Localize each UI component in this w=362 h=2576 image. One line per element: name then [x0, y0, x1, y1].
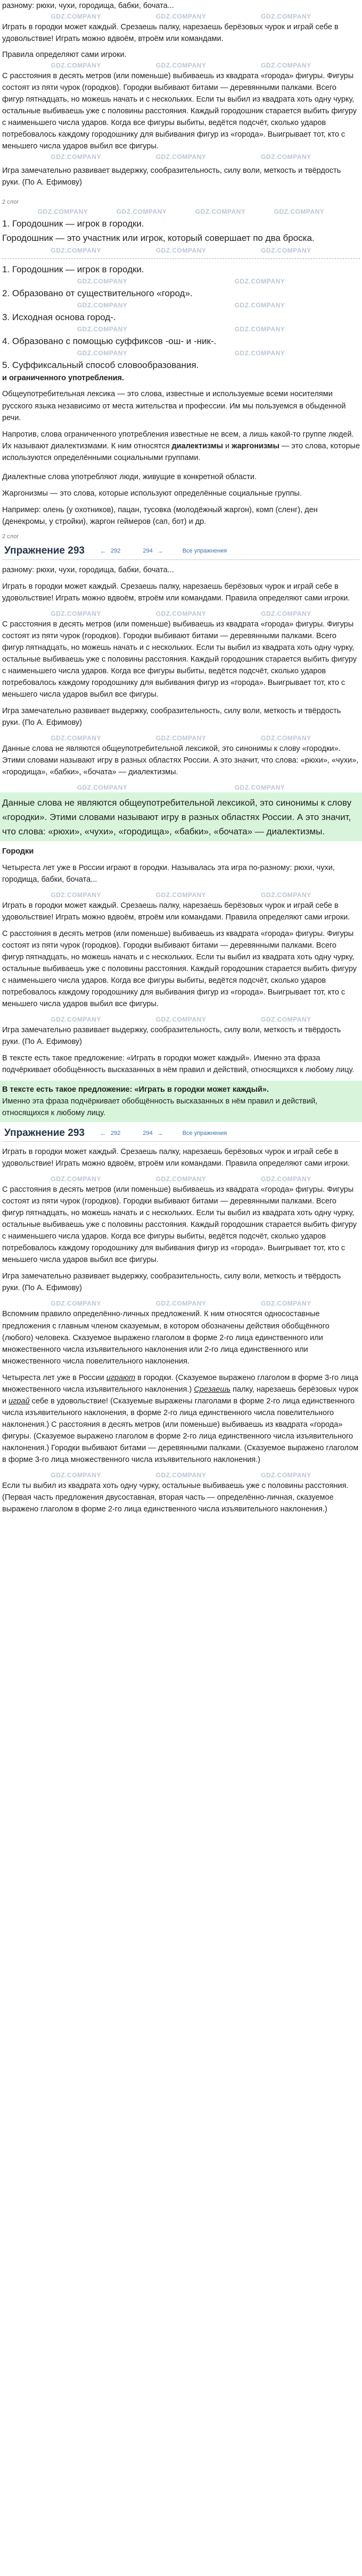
watermark-row	[2, 324, 360, 334]
paragraph: Игра замечательно развивает выдержку, сообразительность, силу воли, меткость и твёрдость руки. (По А. Ефимову)	[2, 166, 341, 187]
watermark: GDZ.COMPANY	[155, 153, 207, 161]
watermark: GDZ.COMPANY	[51, 246, 101, 254]
paragraph: Игра замечательно развивает выдержку, сообразительность, силу воли, меткость и твёрдость руки. (По А. Ефимову)	[2, 1272, 341, 1293]
prev-exercise-link[interactable]: 292	[111, 1130, 121, 1136]
paragraph: Жаргонизмы — это слова, которые используют определённые социальные группы.	[2, 489, 302, 498]
watermark: GDZ.COMPANY	[261, 13, 311, 21]
watermark: GDZ.COMPANY	[155, 1175, 207, 1183]
paragraph: С расстояния в десять метров (или поменьше) выбиваешь из квадрата «города» фигуры. Фигуры состоят из пяти чурок (городков). Городки выбивают битами — деревянными палками. Всего фигур пятнадцать, но можешь начать и с нескольких. Если ты выбил из квадрата хоть одну чурку, остальные выбиваешь уже с половины расстояния. Каждый городошник старается выбить фигуру с наименьшего числа ударов. Когда все фигуры выбиты, ведётся подсчёт, сколько ударов потребовалось каждому городошнику для выбивания фигур из «города». Выигрывает тот, кто с меньшего числа ударов выбил все фигуры.	[2, 1185, 357, 1265]
paragraph	[2, 429, 360, 464]
prev-arrow-icon[interactable]: ←	[100, 1130, 106, 1137]
watermark: GDZ.COMPANY	[274, 208, 325, 216]
answer-line: и ограниченного употребления.	[2, 374, 125, 383]
paragraph	[2, 1372, 360, 1466]
watermark-row	[2, 1299, 360, 1308]
paragraph: Общеупотребительная лексика — это слова, известные и используемые всеми носителями русского языка независимо от места жительства и профессии. Им мы пользуемся в обыденной речи.	[2, 390, 346, 422]
watermark-row	[2, 246, 360, 255]
predicate: играют	[106, 1373, 136, 1382]
watermark-row	[2, 1470, 360, 1480]
answer-line: 5. Суффиксальный способ словообразования.	[2, 360, 199, 371]
paragraph: Играть в городки может каждый. Срезаешь палку, нарезаешь берёзовых чурок и играй себе в удовольствие! Играть можно вдвоём, втроём или командами. Правила определяют сами игроки.	[2, 582, 350, 603]
watermark: GDZ.COMPANY	[155, 62, 207, 70]
watermark: GDZ.COMPANY	[51, 1471, 101, 1479]
text: в городки. (Сказуемое выражено глаголом в форме 3-го лица множественного числа изъявительного наклонения.)	[2, 1373, 359, 1394]
highlight-text: Данные слова не являются общеупотребительной лексикой, это синонимы к слову «городки». Этими словами называют игру в разных областях России. А это значит, что слова: «рюхи», «чухи», «городища», «бабки», «бочата» — диалектизмы.	[2, 797, 352, 837]
watermark: GDZ.COMPANY	[261, 153, 311, 161]
watermark: GDZ.COMPANY	[155, 13, 207, 21]
all-exercises-link[interactable]: Все упражнения	[182, 1130, 227, 1136]
answer-line: 2. Образовано от существительного «город».	[2, 288, 193, 298]
all-exercises-link[interactable]: Все упражнения	[182, 548, 227, 555]
exercise-block-1b	[0, 846, 362, 1076]
paragraph: Если ты выбил из квадрата хоть одну чурку, остальные выбиваешь уже с половины расстояния. (Первая часть предложения двусоставная, вторая часть — определённо-личная, сказуемое выражено глаголом в форме 2-го лица единственного числа изъявительного наклонения.)	[2, 1481, 349, 1513]
watermark: GDZ.COMPANY	[77, 325, 128, 333]
watermark-row	[2, 609, 360, 618]
watermark: GDZ.COMPANY	[234, 301, 285, 309]
watermark: GDZ.COMPANY	[116, 208, 167, 216]
paragraph: С расстояния в десять метров (или поменьше) выбиваешь из квадрата «города» фигуры. Фигуры состоят из пяти чурок (городков). Городки выбивают битами — деревянными палками. Всего фигур пятнадцать, но можешь начать и с нескольких. Если ты выбил из квадрата хоть одну чурку, остальные выбиваешь уже с половины расстояния. Каждый городошник старается выбить фигуру с наименьшего числа ударов. Когда все фигуры выбиты, ведётся подсчёт, сколько ударов потребовалось каждому городошнику для выбивания фигур из «города». Выигрывает тот, кто с меньшего числа ударов выбил все фигуры.	[2, 929, 357, 1008]
paragraph: разному: рюхи, чухи, городища, бабки, бочата...	[2, 2, 174, 10]
watermark: GDZ.COMPANY	[261, 891, 311, 899]
answer-line: 1. Городошник — игрок в городки.	[2, 219, 144, 229]
exercise-block-1	[0, 532, 362, 792]
watermark: GDZ.COMPANY	[51, 1175, 101, 1183]
watermark: GDZ.COMPANY	[77, 301, 128, 309]
subheading: Городки	[2, 847, 34, 856]
watermark-row	[2, 890, 360, 900]
paragraph: С расстояния в десять метров (или поменьше) выбиваешь из квадрата «города» фигуры. Фигуры состоят из пяти чурок (городков). Городки выбивают битами — деревянными палками. Всего фигур пятнадцать, но можешь начать и с нескольких. Если ты выбил из квадрата хоть одну чурку, остальные выбиваешь уже с половины расстояния. Каждый городошник старается выбить фигуру с наименьшего числа ударов. Когда все фигуры выбиты, ведётся подсчёт, сколько ударов потребовалось каждому городошнику для выбивания фигур из «города». Выигрывает тот, кто с меньшего числа ударов выбил все фигуры.	[2, 620, 357, 699]
watermark-row	[2, 1015, 360, 1024]
paragraph: Играть в городки может каждый. Срезаешь палку, нарезаешь берёзовых чурок и играй себе в удовольствие! Играть можно вдвоём, втроём или командами.	[2, 23, 339, 44]
next-arrow-icon[interactable]: →	[157, 1130, 163, 1137]
watermark: GDZ.COMPANY	[155, 609, 207, 617]
watermark: GDZ.COMPANY	[261, 1175, 311, 1183]
next-arrow-icon[interactable]: →	[157, 547, 163, 555]
answer-line: Городошник — это участник или игрок, который совершает по два броска.	[2, 233, 315, 244]
paragraph: Игра замечательно развивает выдержку, сообразительность, силу воли, меткость и твёрдость руки. (По А. Ефимову)	[2, 706, 341, 727]
watermark-row	[2, 348, 360, 358]
exercise-title: Упражнение 293	[4, 545, 85, 557]
watermark: GDZ.COMPANY	[155, 246, 207, 254]
watermark: GDZ.COMPANY	[234, 325, 285, 333]
exercise-header	[2, 543, 360, 560]
watermark: GDZ.COMPANY	[234, 783, 285, 791]
watermark: GDZ.COMPANY	[234, 277, 285, 285]
paragraph: С расстояния в десять метров (или поменьше) выбиваешь из квадрата «города» фигуры. Фигуры состоят из пяти чурок (городков). Городки выбивают битами — деревянными палками. Всего фигур пятнадцать, но можешь начать и с нескольких. Если ты выбил из квадрата хоть одну чурку, остальные выбиваешь уже с половины расстояния. Каждый городошник старается выбить фигуру с наименьшего числа ударов. Когда все фигуры выбиты, ведётся подсчёт, сколько ударов потребовалось каждому городошнику для выбивания фигур из «города». Выигрывает тот, кто с меньшего числа ударов выбил все фигуры.	[2, 72, 357, 151]
exercise-block-2	[0, 1125, 362, 1515]
paragraph: Играть в городки может каждый. Срезаешь палку, нарезаешь берёзовых чурок и играй себе в удовольствие! Играть можно вдвоём, втроём или командами. Правила определяют сами игроки.	[2, 901, 350, 922]
watermark-row	[2, 277, 360, 286]
watermark-row	[2, 783, 360, 792]
predicate: играй	[9, 1396, 30, 1406]
section-1	[0, 0, 362, 188]
watermark: GDZ.COMPANY	[261, 1300, 311, 1308]
next-exercise-link[interactable]: 294	[143, 548, 153, 555]
watermark: GDZ.COMPANY	[51, 891, 101, 899]
paragraph: Четыреста лет уже в России играют в городки. Называлась эта игра по-разному: рюхи, чухи, городища, бабки, бочата...	[2, 863, 335, 884]
text: палку, нарезаешь берёзовых чурок и	[2, 1385, 359, 1406]
section-2	[0, 198, 362, 384]
watermark: GDZ.COMPANY	[155, 1471, 207, 1479]
text: Напротив, слова ограниченного употребления известные не всем, а лишь какой-то группе людей. Их называют диалектизмами. К ним относятся	[2, 430, 354, 450]
watermark: GDZ.COMPANY	[51, 1300, 101, 1308]
text: и	[223, 441, 232, 450]
watermark: GDZ.COMPANY	[195, 208, 246, 216]
watermark: GDZ.COMPANY	[234, 349, 285, 357]
watermark: GDZ.COMPANY	[155, 1300, 207, 1308]
text: Четыреста лет уже в России	[2, 1373, 106, 1382]
watermark: GDZ.COMPANY	[261, 1015, 311, 1023]
watermark: GDZ.COMPANY	[51, 153, 101, 161]
paragraph: Игра замечательно развивает выдержку, сообразительность, силу воли, меткость и твёрдость руки. (По А. Ефимову)	[2, 1025, 341, 1046]
predicate: Срезаешь	[194, 1385, 231, 1394]
watermark-row	[2, 152, 360, 162]
paragraph: Данные слова не являются общеупотребительной лексикой, это синонимы к слову «городки». Этими словами называют игру в разных областях России. А это значит, что слова: «рюхи», «чухи», «городища», «бабки», «бочата» — диалектизмы.	[2, 744, 359, 776]
watermark: GDZ.COMPANY	[261, 62, 311, 70]
exercise-title: Упражнение 293	[4, 1127, 85, 1139]
watermark-row	[2, 12, 360, 21]
answer-line: 1. Городошник — игрок в городки.	[2, 264, 144, 274]
watermark: GDZ.COMPANY	[155, 891, 207, 899]
watermark: GDZ.COMPANY	[77, 349, 128, 357]
watermark: GDZ.COMPANY	[51, 1015, 101, 1023]
paragraph: Играть в городки может каждый. Срезаешь палку, нарезаешь берёзовых чурок и играй себе в удовольствие! Играть можно вдвоём, втроём или командами. Правила определяют сами игроки.	[2, 1148, 350, 1168]
watermark: GDZ.COMPANY	[77, 277, 128, 285]
watermark: GDZ.COMPANY	[261, 734, 311, 742]
watermark: GDZ.COMPANY	[51, 62, 101, 70]
watermark: GDZ.COMPANY	[261, 246, 311, 254]
answer-line: 3. Исходная основа город-.	[2, 312, 116, 322]
tip-label: 2 слог	[2, 199, 19, 206]
watermark-row	[2, 1174, 360, 1184]
highlight-block	[0, 792, 362, 841]
watermark-row	[2, 733, 360, 743]
watermark: GDZ.COMPANY	[37, 208, 88, 216]
watermark: GDZ.COMPANY	[51, 734, 101, 742]
paragraph: разному: рюхи, чухи, городища, бабки, бочата...	[2, 565, 174, 574]
paragraph: Диалектные слова употребляют люди, живущие в конкретной области.	[2, 472, 257, 481]
watermark: GDZ.COMPANY	[51, 13, 101, 21]
term: диалектизмы	[171, 441, 223, 450]
highlight-text: В тексте есть такое предложение: «Играть в городки может каждый».	[2, 1085, 269, 1094]
watermark: GDZ.COMPANY	[51, 609, 101, 617]
text: себе в удовольствие! (Сказуемые выражены глаголами в форме 2-го лица единственного числа изъявительного наклонения, в форме 2-го лица единственного числа повелительного наклонения.) С расстояния в десять метров (или поменьше) выбиваешь из квадрата «города» фигуры. (Сказуемое выражено глаголом в форме 2-го лица единственного числа изъявительного наклонения.) Городки выбивают битами — деревянными палками. (Сказуемое выражено глаголом в форме 3-го лица множественного числа изъявительного наклонения.)	[2, 1396, 359, 1464]
watermark-row	[2, 207, 360, 216]
answer-line: 4. Образовано с помощью суффиксов -ош- и -ник-.	[2, 336, 217, 347]
section-3	[0, 388, 362, 527]
paragraph: Вспомним правило определённо-личных предложений. К ним относятся односоставные предложения с главным членом сказуемым, в котором обозначены действия обобщённого (любого) человека. Сказуемое выражено глаголом в форме 2-го лица единственного или множественного числа изъявительного наклонения или 2-го лица единственного или множественного числа повелительного наклонения.	[2, 1310, 330, 1366]
prev-exercise-link[interactable]: 292	[111, 548, 121, 555]
highlight-block-2	[0, 1081, 362, 1122]
exercise-nav	[100, 546, 227, 556]
term: жаргонизмы	[232, 441, 279, 450]
watermark: GDZ.COMPANY	[77, 783, 128, 791]
paragraph: Например: олень (у охотников), пацан, тусовка (молодёжный жаргон), комп (сленг), ден (денекромы, у стройки), жаргон геймеров (сап, бот) и др.	[2, 505, 318, 526]
tip-label: 2 слог	[2, 533, 19, 540]
exercise-nav	[100, 1128, 227, 1138]
watermark: GDZ.COMPANY	[155, 1015, 207, 1023]
watermark: GDZ.COMPANY	[261, 1471, 311, 1479]
next-exercise-link[interactable]: 294	[143, 1130, 153, 1136]
paragraph: Правила определяют сами игроки.	[2, 51, 127, 60]
watermark: GDZ.COMPANY	[261, 609, 311, 617]
watermark: GDZ.COMPANY	[155, 734, 207, 742]
text: — это слова, которые используются определёнными социальными группами.	[2, 441, 360, 462]
watermark-row	[2, 300, 360, 310]
exercise-header	[2, 1125, 360, 1142]
prev-arrow-icon[interactable]: ←	[100, 547, 106, 555]
highlight-text: Именно эта фраза подчёркивает обобщённость высказанных в нём правил и действий, относящихся к любому лицу.	[2, 1097, 318, 1118]
watermark-row	[2, 61, 360, 70]
paragraph: В тексте есть такое предложение: «Играть в городки может каждый». Именно эта фраза подчёркивает обобщённость высказанных в нём правил и действий, относящихся к любому лицу.	[2, 1053, 355, 1074]
divider	[2, 258, 360, 259]
